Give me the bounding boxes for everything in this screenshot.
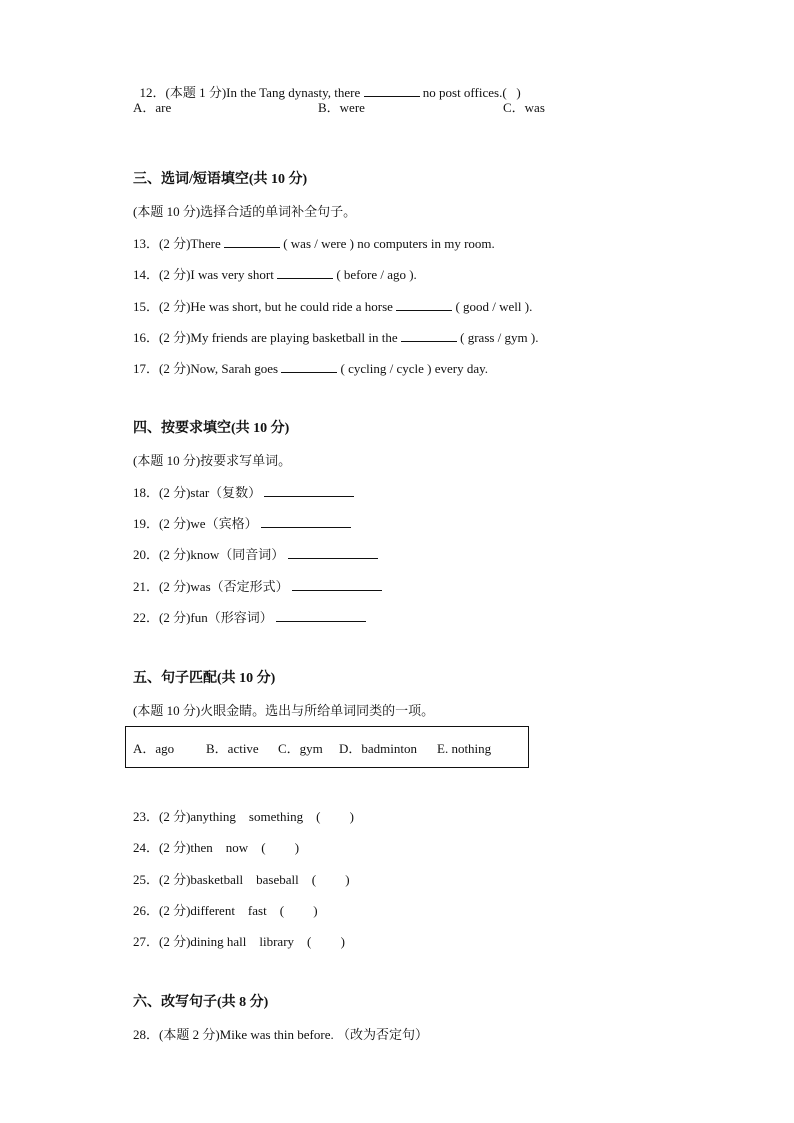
question-17 xyxy=(133,360,488,377)
question-22 xyxy=(133,609,366,626)
question-12 xyxy=(133,68,521,101)
question-28: 28．(本题 2 分)Mike was thin before. （改为否定句） xyxy=(133,1027,428,1042)
question-20 xyxy=(133,546,378,563)
question-text: 25．(2 分)basketball baseball xyxy=(133,872,299,887)
box-option-d: D．badminton xyxy=(339,741,417,756)
question-15 xyxy=(133,298,532,315)
answer-parens[interactable]: ( ) xyxy=(307,934,345,949)
section-title: 四、按要求填空(共 10 分) xyxy=(133,421,290,436)
question-text: ( good / well ). xyxy=(452,299,533,314)
question-26 xyxy=(133,903,318,919)
answer-blank[interactable] xyxy=(396,298,452,311)
question-text: ( grass / gym ). xyxy=(456,330,539,345)
question-21 xyxy=(133,578,382,595)
question-text: ( cycling / cycle ) every day. xyxy=(337,361,489,376)
question-text: 17．(2 分)Now, Sarah goes xyxy=(133,361,282,376)
question-text: 20．(2 分)know（同音词） xyxy=(133,547,285,562)
box-option-e: E. nothing xyxy=(437,741,492,756)
question-text: 19．(2 分)we（宾格） xyxy=(133,516,258,531)
box-option-b: B．active xyxy=(206,741,259,756)
question-text: 21．(2 分)was（否定形式） xyxy=(133,579,289,594)
answer-parens[interactable]: ( ) xyxy=(279,903,318,918)
question-19 xyxy=(133,515,351,532)
answer-blank[interactable] xyxy=(224,235,280,248)
answer-blank[interactable] xyxy=(401,329,457,342)
question-text: 22．(2 分)fun（形容词） xyxy=(133,610,273,625)
question-text: ( was / were ) no computers in my room. xyxy=(279,236,495,251)
option-b[interactable]: B．were xyxy=(318,100,365,115)
question-13 xyxy=(133,235,495,252)
section-title: 六、改写句子(共 8 分) xyxy=(133,995,269,1010)
answer-blank[interactable] xyxy=(261,515,351,528)
answer-blank[interactable] xyxy=(288,546,378,559)
section-intro: (本题 10 分)选择合适的单词补全句子。 xyxy=(133,204,357,219)
question-text: 12．(本题 1 分)In the Tang dynasty, there xyxy=(139,85,364,100)
question-text: 16．(2 分)My friends are playing basketball in the xyxy=(133,330,401,345)
section-intro: (本题 10 分)火眼金睛。选出与所给单词同类的一项。 xyxy=(133,703,435,718)
question-23 xyxy=(133,809,354,825)
answer-blank[interactable] xyxy=(264,484,354,497)
question-text: 23．(2 分)anything something xyxy=(133,809,304,824)
question-24 xyxy=(133,840,299,856)
answer-parens[interactable]: ( ) xyxy=(316,809,354,824)
question-text: 15．(2 分)He was short, but he could ride a horse xyxy=(133,299,397,314)
answer-blank[interactable] xyxy=(281,360,337,373)
answer-parens[interactable]: ( ) xyxy=(311,872,350,887)
question-text: 18．(2 分)star（复数） xyxy=(133,485,262,500)
answer-blank[interactable] xyxy=(277,266,333,279)
question-text: 13．(2 分)There xyxy=(133,236,224,251)
question-16 xyxy=(133,329,539,346)
question-25 xyxy=(133,872,350,888)
section-title: 三、选词/短语填空(共 10 分) xyxy=(133,172,308,187)
section-intro: (本题 10 分)按要求写单词。 xyxy=(133,453,292,468)
question-18 xyxy=(133,484,354,501)
section-title: 五、句子匹配(共 10 分) xyxy=(133,671,276,686)
option-a[interactable]: A．are xyxy=(133,100,172,115)
question-27 xyxy=(133,934,345,950)
box-option-a: A．ago xyxy=(133,741,175,756)
question-14 xyxy=(133,266,417,283)
answer-parens[interactable]: ( ) xyxy=(261,840,300,855)
question-text: no post offices.( ) xyxy=(419,85,521,100)
question-text: 14．(2 分)I was very short xyxy=(133,267,278,282)
option-c[interactable]: C．was xyxy=(503,100,545,115)
question-text: 27．(2 分)dining hall library xyxy=(133,934,295,949)
box-option-c: C．gym xyxy=(278,741,323,756)
question-text: ( before / ago ). xyxy=(333,267,417,282)
answer-blank[interactable] xyxy=(364,84,420,97)
answer-blank[interactable] xyxy=(276,609,366,622)
answer-blank[interactable] xyxy=(292,578,382,591)
question-text: 24．(2 分)then now xyxy=(133,840,249,855)
question-text: 26．(2 分)different fast xyxy=(133,903,267,918)
